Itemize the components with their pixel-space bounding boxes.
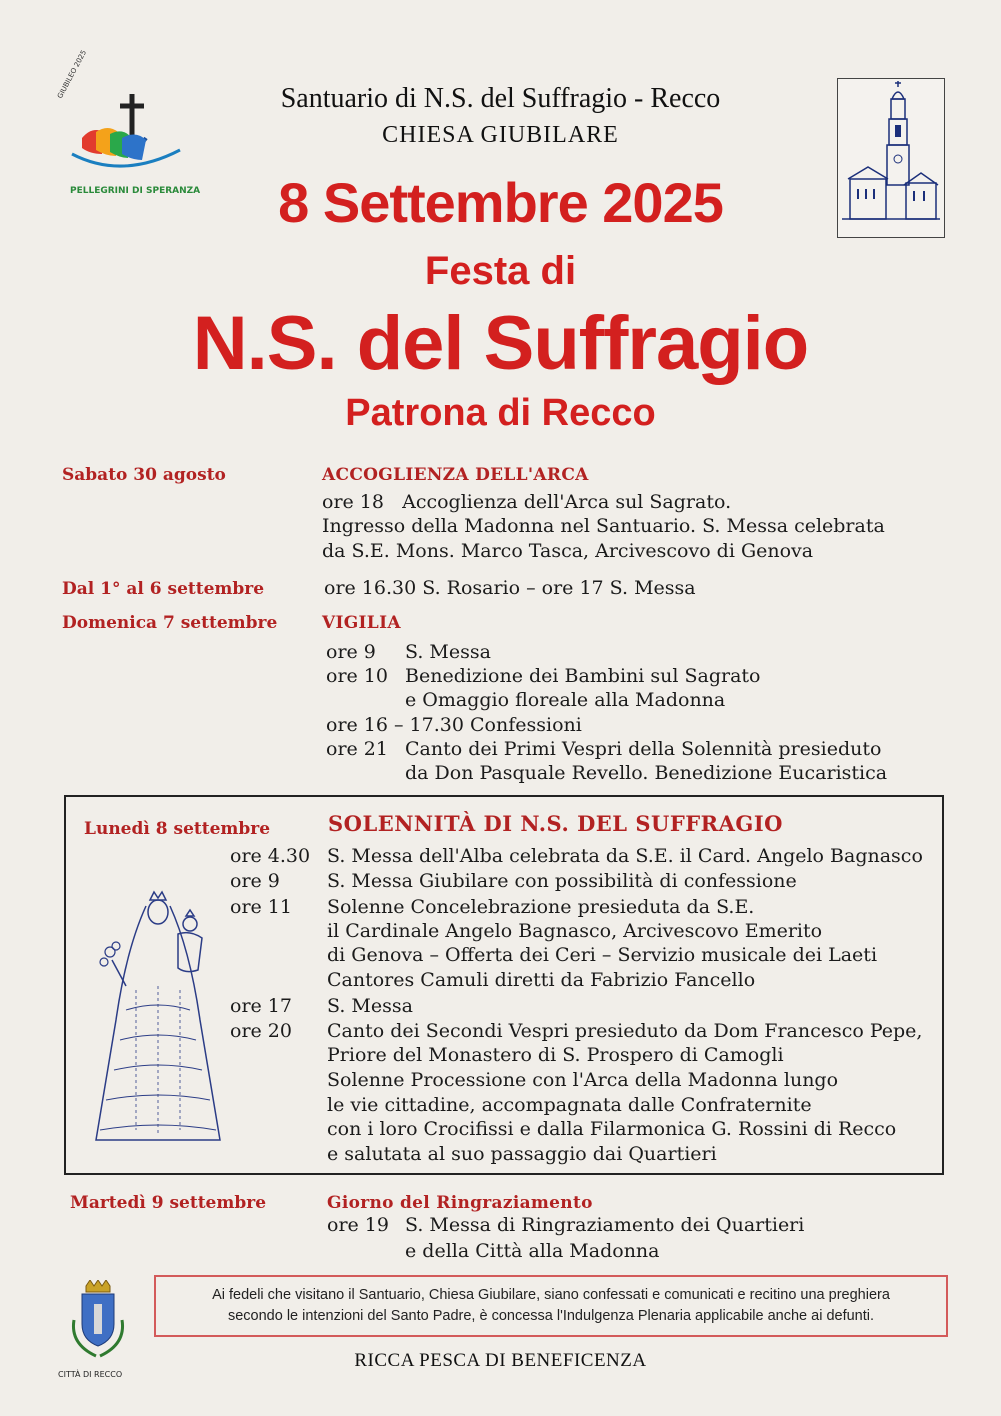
day-label-domenica: Domenica 7 settembre (62, 613, 278, 633)
schedule-text: e salutata al suo passaggio dai Quartieri (327, 1143, 717, 1165)
schedule-time: ore 19 (327, 1214, 389, 1236)
section-title-accoglienza: ACCOGLIENZA DELL'ARCA (322, 465, 589, 485)
event-date: 8 Settembre 2025 (278, 171, 723, 234)
church-subtitle: CHIESA GIUBILARE (382, 122, 619, 148)
sabato-line: Ingresso della Madonna nel Santuario. S. Messa celebrata (322, 515, 885, 537)
schedule-text: Solenne Concelebrazione presieduta da S.E. (327, 896, 755, 918)
section-title-vigilia: VIGILIA (322, 613, 401, 633)
section-title-solennita: SOLENNITÀ DI N.S. DEL SUFFRAGIO (328, 811, 783, 836)
schedule-time: ore 9 (230, 870, 280, 892)
schedule-text: Canto dei Secondi Vespri presieduto da Dom Francesco Pepe, (327, 1020, 923, 1042)
madonna-statue-illustration (86, 890, 236, 1150)
feast-title: N.S. del Suffragio (192, 301, 809, 386)
schedule-text: con i loro Crocifissi e dalla Filarmonica G. Rossini di Recco (327, 1118, 897, 1140)
schedule-text: Priore del Monastero di S. Prospero di Camogli (327, 1044, 784, 1066)
madonna-statue-icon (86, 890, 236, 1150)
schedule-text: le vie cittadine, accompagnata dalle Confraternite (327, 1094, 812, 1116)
sabato-line: da S.E. Mons. Marco Tasca, Arcivescovo di Genova (322, 540, 814, 562)
charity-fair: RICCA PESCA DI BENEFICENZA (354, 1350, 647, 1371)
schedule-text: Solenne Processione con l'Arca della Madonna lungo (327, 1069, 839, 1091)
schedule-text: da Don Pasquale Revello. Benedizione Eucaristica (405, 762, 888, 784)
schedule-text: e Omaggio floreale alla Madonna (405, 689, 726, 711)
schedule-text: S. Messa dell'Alba celebrata da S.E. il Card. Angelo Bagnasco (327, 845, 923, 867)
schedule-text: Cantores Camuli diretti da Fabrizio Fancello (327, 969, 756, 991)
section-title-ringraziamento: Giorno del Ringraziamento (327, 1193, 593, 1213)
schedule-time: ore 10 (326, 665, 388, 687)
dal-text: ore 16.30 S. Rosario – ore 17 S. Messa (324, 577, 696, 599)
day-label-dal: Dal 1° al 6 settembre (62, 579, 265, 599)
schedule-text: Canto dei Primi Vespri della Solennità presieduto (405, 738, 882, 760)
indulgence-notice (154, 1275, 948, 1337)
logo-top-text: GIUBILEO 2025 (56, 48, 89, 100)
schedule-time: ore 16 – 17.30 (326, 714, 464, 736)
schedule-time: ore 9 (326, 641, 376, 663)
day-label-martedi: Martedì 9 settembre (70, 1193, 267, 1213)
schedule-text: S. Messa (327, 995, 413, 1017)
schedule-text: Benedizione dei Bambini sul Sagrato (405, 665, 761, 687)
schedule-time: ore 21 (326, 738, 388, 760)
schedule-time: ore 11 (230, 896, 292, 918)
day-label-sabato: Sabato 30 agosto (62, 465, 226, 485)
schedule-time: ore 20 (230, 1020, 292, 1042)
sanctuary-name: Santuario di N.S. del Suffragio - Recco (280, 83, 721, 114)
day-label-lunedi: Lunedì 8 settembre (84, 819, 271, 839)
schedule-text: S. Messa Giubilare con possibilità di confessione (327, 870, 797, 892)
schedule-time: ore 4.30 (230, 845, 311, 867)
notice-line: Ai fedeli che visitano il Santuario, Chiesa Giubilare, siano confessati e comunicati e recitino una preghiera (212, 1287, 890, 1303)
schedule-time: ore 17 (230, 995, 292, 1017)
schedule-text: il Cardinale Angelo Bagnasco, Arcivescovo Emerito (327, 920, 823, 942)
schedule-text: di Genova – Offerta dei Ceri – Servizio musicale dei Laeti (327, 944, 878, 966)
schedule-text: S. Messa di Ringraziamento dei Quartieri (405, 1214, 805, 1236)
city-name: CITTÀ DI RECCO (58, 1370, 123, 1379)
schedule-text: S. Messa (405, 641, 491, 663)
patrona-subtitle: Patrona di Recco (345, 392, 656, 434)
logo-bottom-text: PELLEGRINI DI SPERANZA (70, 186, 201, 196)
sabato-line: ore 18 Accoglienza dell'Arca sul Sagrato. (322, 491, 732, 513)
schedule-text: Confessioni (470, 714, 582, 736)
schedule-text: e della Città alla Madonna (405, 1240, 660, 1262)
festa-label: Festa di (424, 249, 577, 293)
notice-line: secondo le intenzioni del Santo Padre, è concessa l'Indulgenza Plenaria applicabile anche ai defunti. (227, 1308, 875, 1324)
